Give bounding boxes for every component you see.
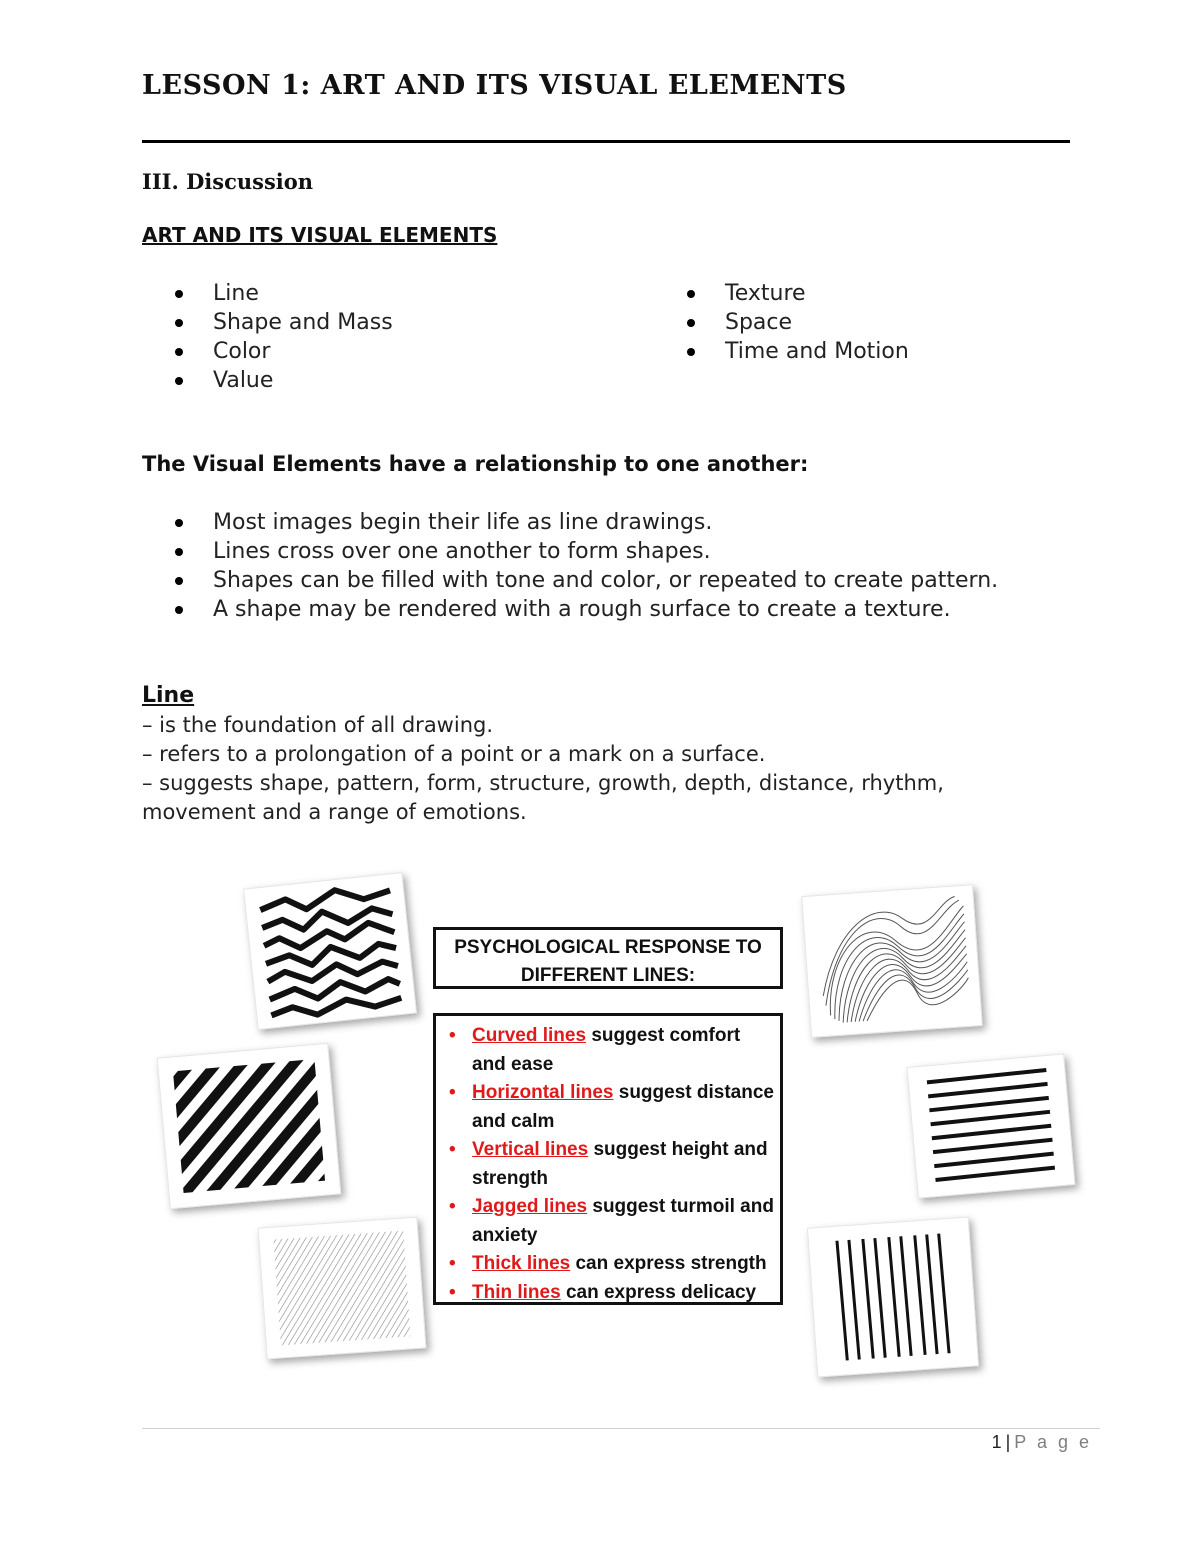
box-title-line: DIFFERENT LINES:	[520, 965, 696, 986]
list-item: Shapes can be filled with tone and color, or repeated to create pattern.	[142, 566, 998, 595]
response-term: Jagged lines	[472, 1196, 588, 1217]
elements-subheading: ART AND ITS VISUAL ELEMENTS	[142, 223, 498, 247]
response-term: Curved lines	[472, 1025, 587, 1046]
page-number: 1	[991, 1432, 1002, 1452]
elements-list-left	[142, 279, 393, 395]
title-divider	[142, 140, 1070, 143]
list-item: Line	[142, 279, 393, 308]
psych-response-list-box	[433, 1013, 783, 1305]
line-definition: – suggests shape, pattern, form, structure, growth, depth, distance, rhythm,	[142, 771, 944, 795]
page-title: LESSON 1: ART AND ITS VISUAL ELEMENTS	[142, 70, 847, 101]
psych-response-title-box	[433, 927, 783, 989]
list-item: Time and Motion	[654, 337, 909, 366]
response-item	[440, 1079, 774, 1136]
response-text: can express delicacy	[560, 1281, 757, 1303]
response-item	[440, 1022, 774, 1079]
section-heading: III. Discussion	[142, 169, 314, 194]
list-item: Shape and Mass	[142, 308, 393, 337]
list-item: Color	[142, 337, 393, 366]
response-text: suggest turmoil and anxiety	[472, 1196, 774, 1246]
line-definition: movement and a range of emotions.	[142, 800, 527, 824]
jagged-lines-image	[243, 872, 417, 1030]
thin-diagonal-lines-image	[258, 1217, 427, 1360]
line-definition: – is the foundation of all drawing.	[142, 713, 494, 737]
response-text: suggest comfort and ease	[472, 1025, 741, 1075]
elements-list-right	[654, 279, 909, 366]
response-item	[440, 1250, 774, 1279]
list-item: A shape may be rendered with a rough surface to create a texture.	[142, 595, 998, 624]
response-text: can express strength	[570, 1253, 767, 1274]
list-item: Lines cross over one another to form shapes.	[142, 537, 998, 566]
response-text: suggest height and strength	[472, 1139, 768, 1189]
response-text: suggest distance and calm	[472, 1082, 774, 1132]
relationship-list	[142, 508, 998, 624]
list-item: Texture	[654, 279, 909, 308]
line-definitions	[142, 711, 1042, 827]
vertical-lines-image	[807, 1217, 979, 1378]
page-footer	[992, 1432, 1092, 1453]
response-item	[440, 1279, 774, 1308]
response-term: Horizontal lines	[472, 1082, 614, 1103]
response-item	[440, 1193, 774, 1250]
response-item	[440, 1136, 774, 1193]
response-term: Thin lines	[472, 1281, 561, 1303]
list-item: Space	[654, 308, 909, 337]
curved-lines-image	[801, 884, 982, 1038]
footer-divider	[142, 1428, 1100, 1429]
diagonal-lines-image	[157, 1043, 342, 1209]
line-definition: – refers to a prolongation of a point or a mark on a surface.	[142, 742, 766, 766]
relationship-heading: The Visual Elements have a relationship to one another:	[142, 452, 809, 476]
box-title-line: PSYCHOLOGICAL RESPONSE TO	[454, 937, 762, 958]
list-item: Most images begin their life as line drawings.	[142, 508, 998, 537]
response-term: Vertical lines	[472, 1139, 589, 1160]
list-item: Value	[142, 366, 393, 395]
page-label: P a g e	[1014, 1432, 1092, 1452]
line-heading: Line	[142, 683, 195, 708]
horizontal-lines-image	[907, 1053, 1076, 1198]
footer-separator: |	[1005, 1432, 1011, 1452]
response-term: Thick lines	[472, 1253, 571, 1274]
